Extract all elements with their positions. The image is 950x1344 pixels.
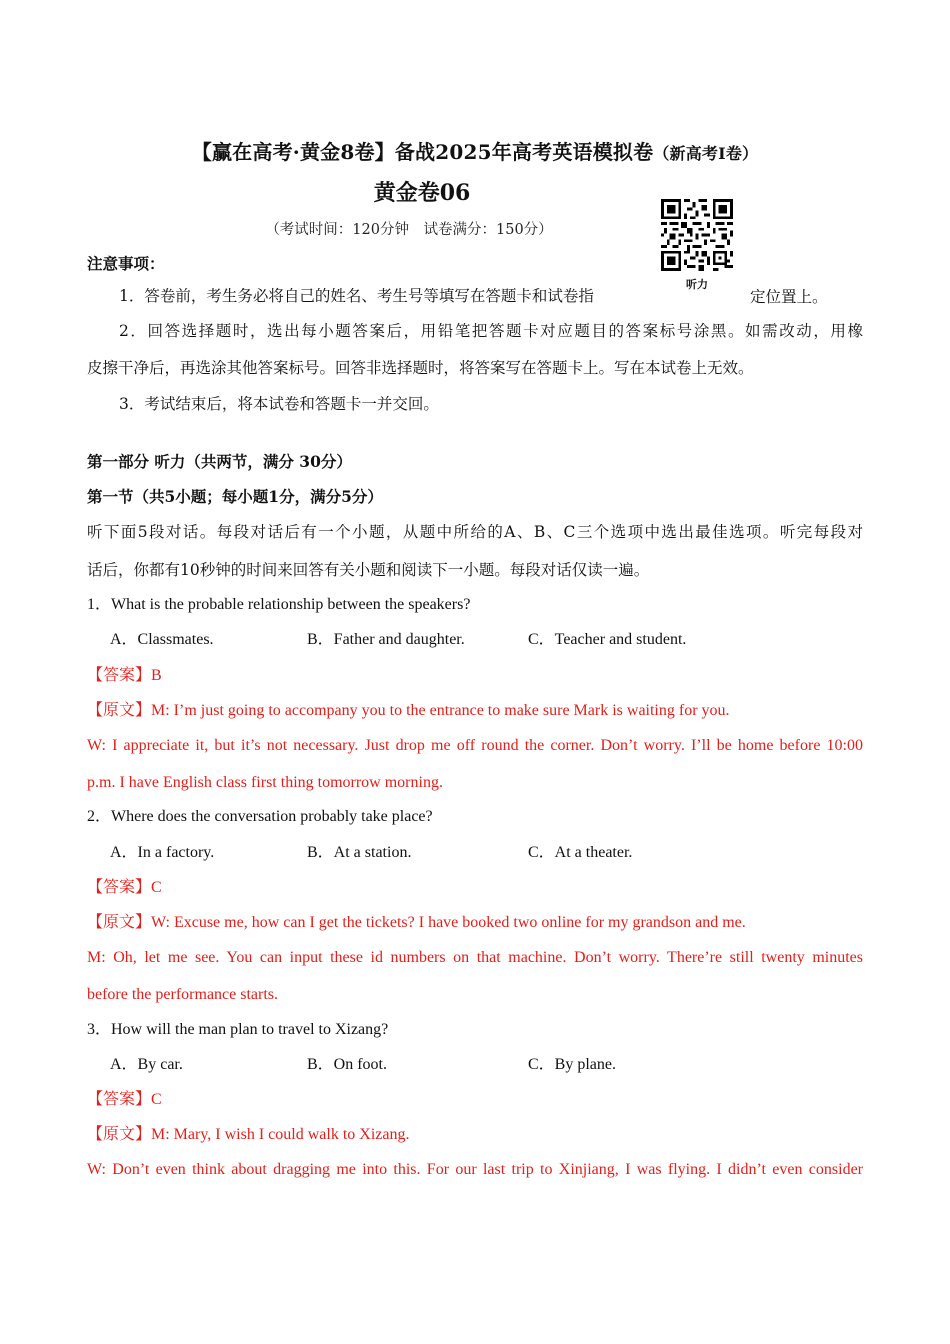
- question-2-option-a[interactable]: A．In a factory.: [110, 844, 215, 861]
- question-3-script-line2: W: Don’t even think about dragging me into this. For our last trip to Xinjiang, I was flying. I didn’t even consider: [87, 1161, 863, 1178]
- document-subtitle: 黄金卷06: [373, 180, 471, 206]
- question-2-script-line2: M: Oh, let me see. You can input these id numbers on that machine. Don’t worry. There’re still twenty minutes: [87, 949, 863, 966]
- notice-item-2-line2: 皮擦干净后，再选涂其他答案标号。回答非选择题时，将答案写在答题卡上。写在本试卷上无效。: [87, 359, 754, 377]
- question-1-option-b[interactable]: B．Father and daughter.: [307, 631, 465, 648]
- notice-item-3: 3．考试结束后，将本试卷和答题卡一并交回。: [119, 395, 439, 413]
- question-1-option-c[interactable]: C．Teacher and student.: [528, 631, 687, 648]
- question-3-answer: 【答案】C: [87, 1091, 162, 1108]
- question-1-answer: 【答案】B: [87, 667, 162, 684]
- question-1-script-line2: W: I appreciate it, but it’s not necessary. Just drop me off round the corner. Don’t worry. I’ll be home before 10:00: [87, 737, 863, 754]
- qr-label: 听力: [686, 278, 708, 291]
- section-heading: 第一节（共5小题；每小题1分，满分5分）: [87, 487, 383, 506]
- question-1-script-line3: p.m. I have English class first thing tomorrow morning.: [87, 774, 443, 791]
- question-2-answer: 【答案】C: [87, 879, 162, 896]
- question-3-script-line1: 【原文】M: Mary, I wish I could walk to Xizang.: [87, 1126, 410, 1143]
- question-2-script-line1: 【原文】W: Excuse me, how can I get the tickets? I have booked two online for my grandson and me.: [87, 914, 746, 931]
- notice-item-1-part1: 1．答卷前，考生务必将自己的姓名、考生号等填写在答题卡和试卷指: [119, 287, 594, 305]
- question-2-option-b[interactable]: B．At a station.: [307, 844, 412, 861]
- question-1-option-a[interactable]: A．Classmates.: [110, 631, 214, 648]
- title-main: 【赢在高考·黄金8卷】备战2025年高考英语模拟卷: [191, 140, 654, 164]
- question-3-stem: 3．How will the man plan to travel to Xizang?: [87, 1021, 389, 1038]
- question-2-option-c[interactable]: C．At a theater.: [528, 844, 633, 861]
- question-1-stem: 1．What is the probable relationship between the speakers?: [87, 596, 471, 613]
- notice-heading: 注意事项：: [87, 254, 165, 273]
- instruction-line2: 话后，你都有10秒钟的时间来回答有关小题和阅读下一小题。每段对话仅读一遍。: [87, 561, 650, 579]
- question-2-stem: 2．Where does the conversation probably take place?: [87, 808, 433, 825]
- title-suffix: （新高考Ⅰ卷）: [653, 144, 759, 163]
- notice-item-2-line1: 2．回答选择题时，选出每小题答案后，用铅笔把答题卡对应题目的答案标号涂黑。如需改动，用橡: [119, 322, 863, 340]
- question-3-option-a[interactable]: A．By car.: [110, 1056, 183, 1073]
- document-title: [0, 136, 950, 165]
- question-3-option-b[interactable]: B．On foot.: [307, 1056, 388, 1073]
- exam-info: （考试时间：120分钟 试卷满分：150分）: [265, 222, 553, 238]
- question-2-script-line3: before the performance starts.: [87, 986, 279, 1003]
- notice-item-1-part2: 定位置上。: [750, 288, 828, 306]
- instruction-line1: 听下面5段对话。每段对话后有一个小题，从题中所给的A、B、C三个选项中选出最佳选项。听完每段对: [87, 523, 863, 541]
- question-3-option-c[interactable]: C．By plane.: [528, 1056, 616, 1073]
- question-1-script-line1: 【原文】M: I’m just going to accompany you to the entrance to make sure Mark is waiting for you.: [87, 702, 730, 719]
- part-heading: 第一部分 听力（共两节，满分 30分）: [87, 452, 352, 471]
